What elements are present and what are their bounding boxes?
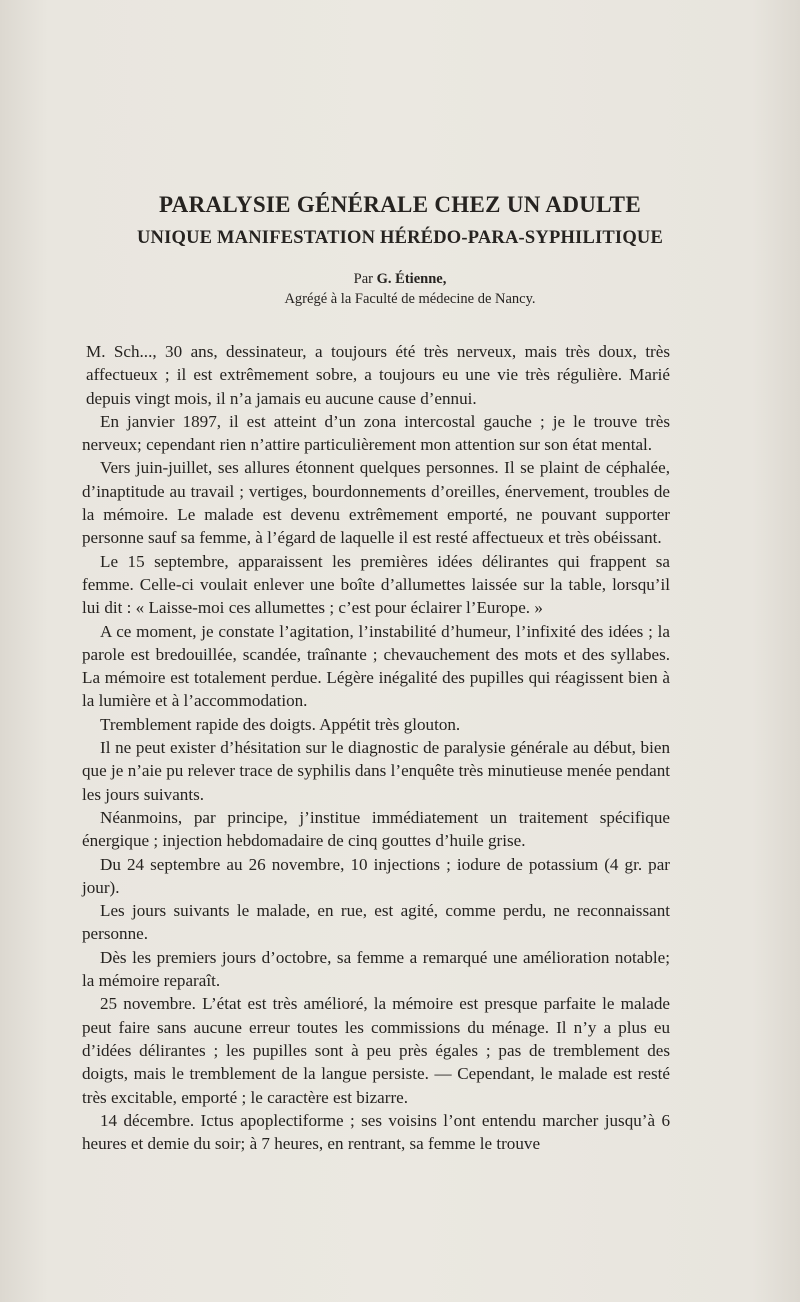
paragraph: En janvier 1897, il est atteint d’un zona intercostal gauche ; je le trouve très nerveux; cependant rien n’attire particulièrement mon attention sur son état mental.: [82, 411, 670, 455]
article-title: PARALYSIE GÉNÉRALE CHEZ UN ADULTE: [159, 192, 641, 217]
paragraph: Les jours suivants le malade, en rue, est agité, comme perdu, ne reconnaissant personne.: [82, 901, 670, 944]
author-name: G. Étienne,: [376, 271, 447, 287]
paragraph: M. Sch..., 30 ans, dessinateur, a toujours été très nerveux, mais très doux, très affectueux ; il est extrêmement sobre, a toujours eu une vie très régulière. Marié depuis vingt mois, il n’a jamais eu aucune cause d’ennui.: [86, 342, 670, 408]
paragraph: Vers juin-juillet, ses allures étonnent quelques personnes. Il se plaint de céphalée, d’inaptitude au travail ; vertiges, bourdonnements d’oreilles, énervement, troubles de la mémoire. Le malade est devenu extrêmement emporté, ne pouvant supporter personne sauf sa femme, à l’égard de laquelle il est resté affectueux et très obéissant.: [82, 458, 670, 548]
paragraph: Néanmoins, par principe, j’institue immédiatement un traitement spécifique énergique ; injection hebdomadaire de cinq gouttes d’huile grise.: [82, 807, 670, 851]
paragraph: Tremblement rapide des doigts. Appétit très glouton.: [100, 714, 461, 734]
author-affiliation: Agrégé à la Faculté de médecine de Nancy.: [284, 291, 536, 307]
paragraph: Dès les premiers jours d’octobre, sa femme a remarqué une amélioration notable; la mémoire reparaît.: [82, 947, 670, 991]
byline-prefix: Par: [353, 271, 374, 287]
paragraph: Il ne peut exister d’hésitation sur le diagnostic de paralysie générale au début, bien que je n’aie pu relever trace de syphilis dans l’enquête très minutieuse menée pendant les jours suivants.: [82, 738, 670, 804]
byline: [0, 271, 800, 288]
article-subtitle: UNIQUE MANIFESTATION HÉRÉDO-PARA-SYPHILITIQUE: [136, 228, 664, 248]
paragraph: A ce moment, je constate l’agitation, l’instabilité d’humeur, l’infixité des idées ; la parole est bredouillée, scandée, traînante ; chevauchement des mots et des syllabes. La mémoire est totalement perdue. Légère inégalité des pupilles qui réagissent bien à la lumière et à l’accommodation.: [82, 621, 670, 711]
paragraph: Du 24 septembre au 26 novembre, 10 injections ; iodure de potassium (4 gr. par jour).: [82, 854, 670, 897]
article-body: [82, 340, 670, 1155]
paragraph: Le 15 septembre, apparaissent les premières idées délirantes qui frappent sa femme. Celle-ci voulait enlever une boîte d’allumettes laissée sur la table, lorsqu’il lui dit : « Laisse-moi ces allumettes ; c’est pour éclairer l’Europe. »: [82, 551, 670, 618]
paragraph: 14 décembre. Ictus apoplectiforme ; ses voisins l’ont entendu marcher jusqu’à 6 heures et demie du soir; à 7 heures, en rentrant, sa femme le trouve: [82, 1110, 670, 1154]
paragraph: 25 novembre. L’état est très amélioré, la mémoire est presque parfaite le malade peut faire sans aucune erreur toutes les commissions du ménage. Il n’y a plus eu d’idées délirantes ; les pupilles sont à peu près égales ; pas de tremblement des doigts, mais le tremblement de la langue persiste. — Cependant, le malade est resté très excitable, emporté ; le caractère est bizarre.: [82, 994, 670, 1107]
